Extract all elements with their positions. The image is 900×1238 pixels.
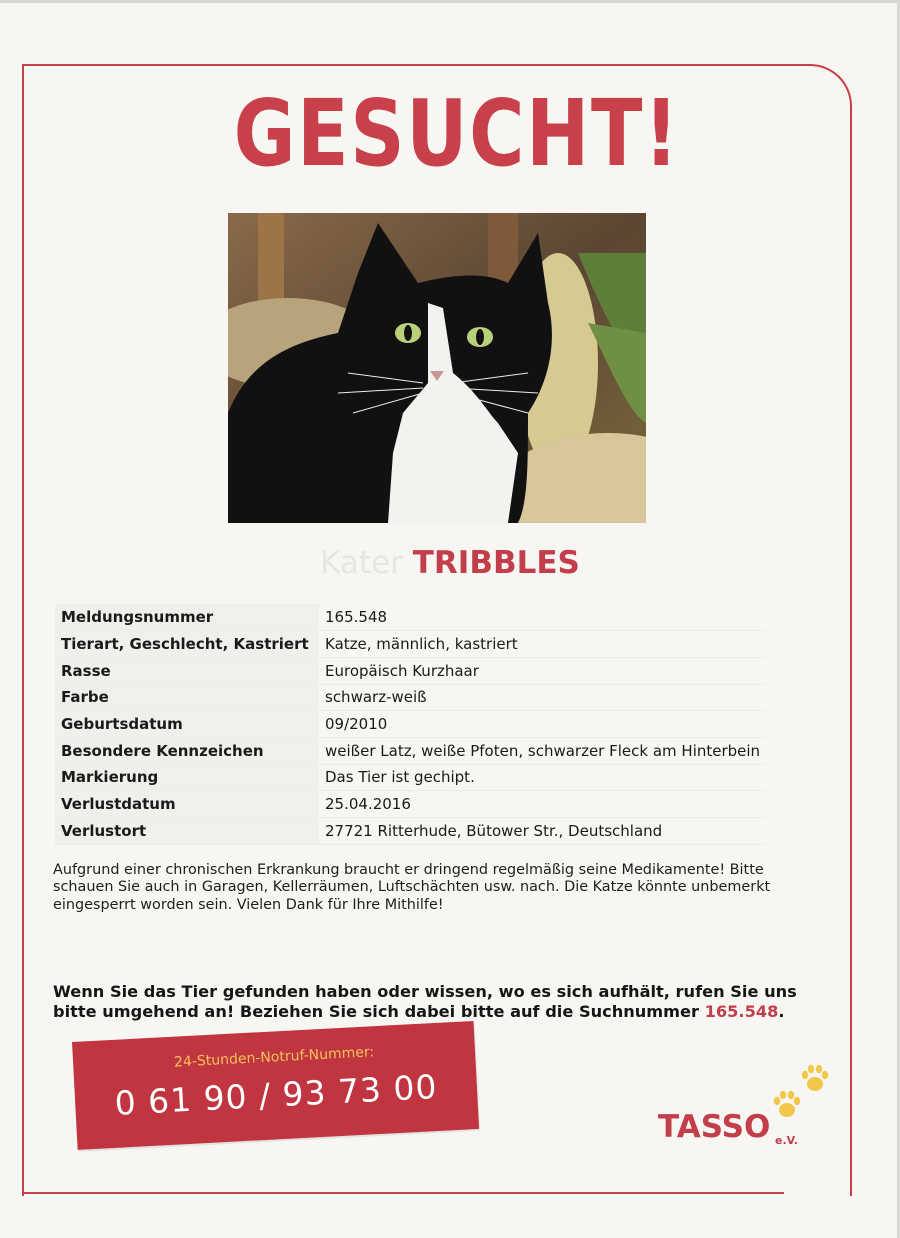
hotline-label: 24-Stunden-Notruf-Nummer: [173,1044,375,1071]
table-row [55,604,767,631]
detail-label: Tierart, Geschlecht, Kastriert [55,631,319,658]
table-row [55,818,767,845]
detail-value: Katze, männlich, kastriert [319,631,767,658]
animal-name-line [0,545,900,581]
detail-label: Verlustort [55,818,319,845]
table-row [55,791,767,818]
cat-photo-illustration [228,213,646,523]
callout-paragraph [53,982,813,1023]
detail-label: Verlustdatum [55,791,319,818]
table-row [55,711,767,738]
paw-icon [800,1064,830,1094]
table-row [55,684,767,711]
detail-value: 27721 Ritterhude, Bütower Str., Deutschland [319,818,767,845]
callout-end: . [778,1002,785,1022]
paw-icon [772,1090,802,1120]
detail-label: Rasse [55,657,319,684]
table-row [55,657,767,684]
detail-value: schwarz-weiß [319,684,767,711]
detail-label: Markierung [55,764,319,791]
animal-name: TRIBBLES [412,545,580,581]
animal-prefix: Kater [320,545,403,581]
detail-value: Europäisch Kurzhaar [319,657,767,684]
detail-value: 165.548 [319,604,767,631]
scan-edge [0,0,900,3]
detail-label: Farbe [55,684,319,711]
brand-suffix: e.V. [775,1134,798,1147]
info-paragraph: Aufgrund einer chronischen Erkrankung braucht er dringend regelmäßig seine Medikamente! Bitte schauen Sie auch in Garagen, Kellerräumen, Luftschächten usw. nach. Die Katze könnte unbemerkt eingesperrt worden sein. Vielen Dank für Ihre Mithilfe! [53,862,771,913]
poster-frame-bottom [22,1192,784,1194]
hotline-box [72,1021,479,1150]
detail-value: weißer Latz, weiße Pfoten, schwarzer Fleck am Hinterbein [319,737,767,764]
search-number: 165.548 [704,1002,779,1022]
detail-label: Besondere Kennzeichen [55,737,319,764]
brand-logo: TASSO [658,1109,771,1145]
detail-value: 09/2010 [319,711,767,738]
detail-value: Das Tier ist gechipt. [319,764,767,791]
hotline-number: 0 61 90 / 93 73 00 [113,1066,439,1123]
details-table [55,604,767,845]
table-row [55,631,767,658]
detail-value: 25.04.2016 [319,791,767,818]
callout-text: Wenn Sie das Tier gefunden haben oder wissen, wo es sich aufhält, rufen Sie uns bitte umgehend an! Beziehen Sie sich dabei bitte auf die Suchnummer [53,982,797,1022]
detail-label: Meldungsnummer [55,604,319,631]
headline: GESUCHT! [233,80,681,187]
table-row [55,737,767,764]
detail-label: Geburtsdatum [55,711,319,738]
table-row [55,764,767,791]
cat-photo [228,213,646,523]
